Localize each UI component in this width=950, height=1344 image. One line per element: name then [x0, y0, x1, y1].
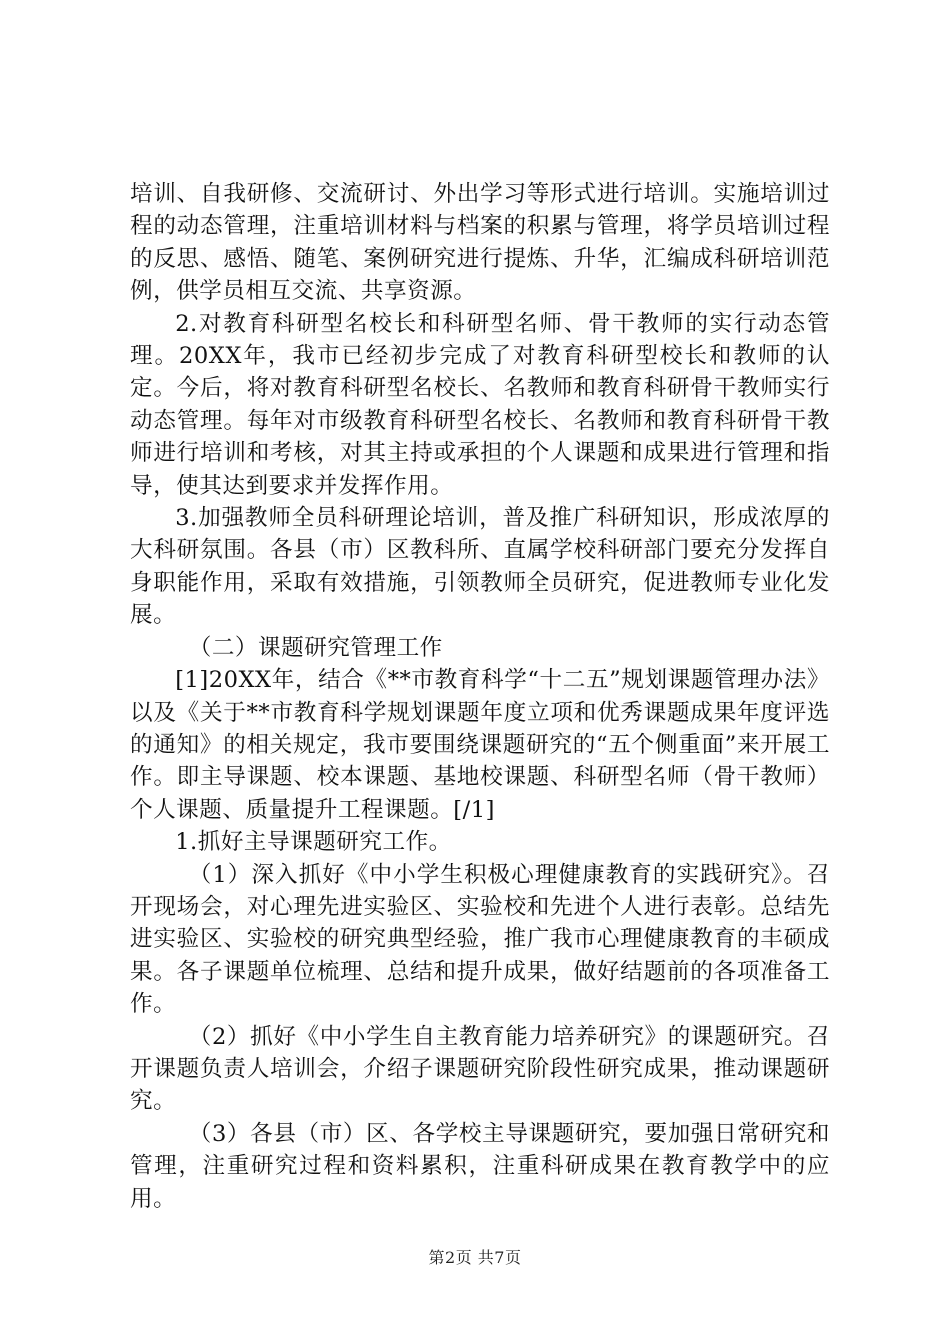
document-body: [130, 178, 830, 1215]
paragraph-item-2-dynamic-management: 2.对教育科研型名校长和科研型名师、骨干教师的实行动态管理。20XX年，我市已经初步完成了对教育科研型校长和教师的认定。今后，将对教育科研型名校长、名教师和教育科研骨干教师实行动态管理。每年对市级教育科研型名校长、名教师和教育科研骨干教师进行培训和考核，对其主持或承担的个人课题和成果进行管理和指导，使其达到要求并发挥作用。: [130, 310, 830, 499]
paragraph-main-topic-heading: 1.抓好主导课题研究工作。: [175, 829, 452, 856]
paragraph-topic-management-overview: [1]20XX年，结合《**市教育科学“十二五”规划课题管理办法》以及《关于**市教育科学规划课题年度立项和优秀课题成果年度评选的通知》的相关规定，我市要围绕课题研究的“五个侧重面”来开展工作。即主导课题、校本课题、基地校课题、科研型名师（骨干教师）个人课题、质量提升工程课题。[/1]: [130, 667, 830, 823]
paragraph-subitem-3: （3）各县（市）区、各学校主导课题研究，要加强日常研究和管理，注重研究过程和资料累积，注重科研成果在教育教学中的应用。: [130, 1120, 830, 1212]
paragraph-subitem-2: （2）抓好《中小学生自主教育能力培养研究》的课题研究。召开课题负责人培训会，介绍子课题研究阶段性研究成果，推动课题研究。: [130, 1023, 830, 1115]
section-heading-topic-research: （二）课题研究管理工作: [188, 634, 443, 661]
paragraph-training-continuation: 培训、自我研修、交流研讨、外出学习等形式进行培训。实施培训过程的动态管理，注重培训材料与档案的积累与管理，将学员培训过程的反思、感悟、随笔、案例研究进行提炼、升华，汇编成科研培训范例，供学员相互交流、共享资源。: [130, 181, 830, 305]
page-number-footer: 第2页 共7页: [428, 1248, 522, 1267]
paragraph-item-3-research-training: 3.加强教师全员科研理论培训，普及推广科研知识，形成浓厚的大科研氛围。各县（市）区教科所、直属学校科研部门要充分发挥自身职能作用，采取有效措施，引领教师全员研究，促进教师专业化发展。: [130, 505, 830, 629]
paragraph-subitem-1: （1）深入抓好《中小学生积极心理健康教育的实践研究》。召开现场会，对心理先进实验区、实验校和先进个人进行表彰。总结先进实验区、实验校的研究典型经验，推广我市心理健康教育的丰硕成果。各子课题单位梳理、总结和提升成果，做好结题前的各项准备工作。: [130, 861, 830, 1018]
